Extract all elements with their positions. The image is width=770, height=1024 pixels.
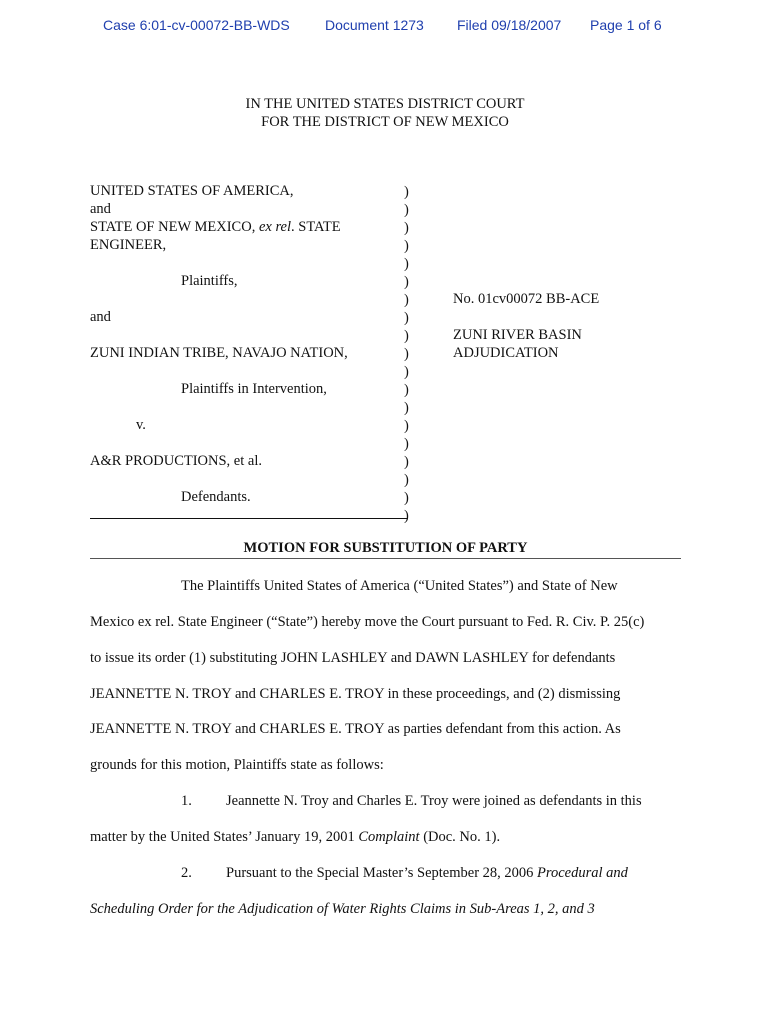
caption-paren: ) bbox=[404, 364, 409, 380]
item-2-text: Pursuant to the Special Master’s September 28, 2006 Procedural and bbox=[226, 865, 628, 881]
caption-paren: ) bbox=[404, 400, 409, 416]
plaintiffs-label: Plaintiffs, bbox=[181, 273, 238, 289]
intervenors-label: Plaintiffs in Intervention, bbox=[181, 381, 327, 397]
caption-paren: ) bbox=[404, 418, 409, 434]
caption-paren: ) bbox=[404, 382, 409, 398]
item-1-continuation: matter by the United States’ January 19, 2001 Complaint (Doc. No. 1). bbox=[90, 829, 501, 845]
caption-paren: ) bbox=[404, 202, 409, 218]
basin-name-line2: ADJUDICATION bbox=[453, 345, 559, 361]
caption-and-2: and bbox=[90, 309, 111, 325]
body-line: JEANNETTE N. TROY and CHARLES E. TROY in these proceedings, and (2) dismissing bbox=[90, 686, 621, 702]
body-line: JEANNETTE N. TROY and CHARLES E. TROY as parties defendant from this action. As bbox=[90, 721, 621, 737]
caption-paren: ) bbox=[404, 238, 409, 254]
caption-paren: ) bbox=[404, 256, 409, 272]
ecf-page-number: Page 1 of 6 bbox=[590, 17, 662, 33]
intervenors: ZUNI INDIAN TRIBE, NAVAJO NATION, bbox=[90, 345, 348, 361]
defendant-name: A&R PRODUCTIONS, et al. bbox=[90, 453, 262, 469]
caption-and-1: and bbox=[90, 201, 111, 217]
item-2-continuation: Scheduling Order for the Adjudication of Water Rights Claims in Sub-Areas 1, 2, and 3 bbox=[90, 901, 595, 917]
defendants-label: Defendants. bbox=[181, 489, 251, 505]
body-line: grounds for this motion, Plaintiffs state as follows: bbox=[90, 757, 384, 773]
basin-name-line1: ZUNI RIVER BASIN bbox=[453, 327, 582, 343]
item-2-number: 2. bbox=[181, 865, 192, 881]
court-heading-line1: IN THE UNITED STATES DISTRICT COURT bbox=[245, 96, 525, 112]
caption-paren: ) bbox=[404, 184, 409, 200]
body-line: to issue its order (1) substituting JOHN LASHLEY and DAWN LASHLEY for defendants bbox=[90, 650, 616, 666]
caption-paren-column bbox=[404, 183, 409, 525]
ecf-document-number: Document 1273 bbox=[325, 17, 424, 33]
caption-paren: ) bbox=[404, 454, 409, 470]
ecf-case-number: Case 6:01-cv-00072-BB-WDS bbox=[103, 17, 290, 33]
caption-rule bbox=[90, 518, 408, 519]
motion-title: MOTION FOR SUBSTITUTION OF PARTY bbox=[243, 540, 528, 556]
body-line: Mexico ex rel. State Engineer (“State”) hereby move the Court pursuant to Fed. R. Civ. P. 25(c) bbox=[90, 614, 645, 630]
case-number: No. 01cv00072 BB-ACE bbox=[453, 291, 600, 307]
court-heading-line2: FOR THE DISTRICT OF NEW MEXICO bbox=[261, 114, 509, 130]
item-1-text: Jeannette N. Troy and Charles E. Troy were joined as defendants in this bbox=[226, 793, 642, 809]
court-heading bbox=[0, 95, 770, 131]
caption-paren: ) bbox=[404, 274, 409, 290]
caption-paren: ) bbox=[404, 328, 409, 344]
plaintiff-united-states: UNITED STATES OF AMERICA, bbox=[90, 183, 294, 199]
item-1-number: 1. bbox=[181, 793, 192, 809]
plaintiff-state-of-new-mexico: STATE OF NEW MEXICO, ex rel. STATE bbox=[90, 219, 341, 235]
caption-paren: ) bbox=[404, 346, 409, 362]
caption-paren: ) bbox=[404, 220, 409, 236]
versus: v. bbox=[136, 417, 146, 433]
caption-paren: ) bbox=[404, 508, 409, 524]
caption-paren: ) bbox=[404, 490, 409, 506]
caption-paren: ) bbox=[404, 472, 409, 488]
body-line: The Plaintiffs United States of America (“United States”) and State of New bbox=[181, 578, 618, 594]
plaintiff-state-engineer: ENGINEER, bbox=[90, 237, 167, 253]
caption-paren: ) bbox=[404, 436, 409, 452]
ecf-filed-date: Filed 09/18/2007 bbox=[457, 17, 562, 33]
caption-paren: ) bbox=[404, 292, 409, 308]
motion-title-block bbox=[90, 540, 681, 559]
caption-paren: ) bbox=[404, 310, 409, 326]
